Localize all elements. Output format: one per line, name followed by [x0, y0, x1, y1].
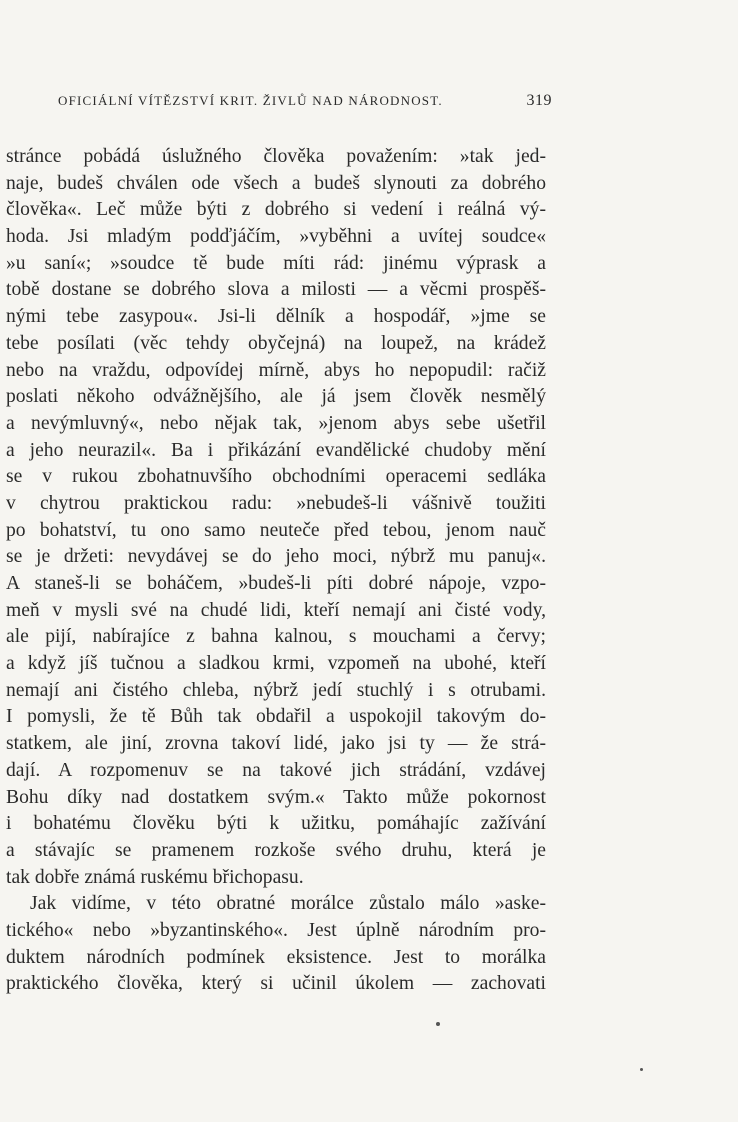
text-line: po bohatství, tu ono samo neutečе před tebou, jenom nauč: [6, 519, 546, 541]
text-line: ale pijí, nabírajíce z bahna kalnou, s mouchami a červy;: [6, 626, 546, 648]
text-line: poslati někoho odvážnějšího, ale já jsem člověk nesmělý: [6, 386, 546, 408]
text-line: se v rukou zbohatnuvšího obchodními operacemi sedláka: [6, 466, 546, 488]
text-line: dají. A rozpomenuv se na takové jich strádání, vzdávej: [6, 759, 546, 781]
text-line: nebo na vraždu, odpovídej mírně, abys ho nepopudil: račiž: [6, 359, 546, 381]
text-line: meň v mysli své na chudé lidi, kteří nemají ani čisté vody,: [6, 599, 546, 621]
text-line: a nevýmluvný«, nebo nějak tak, »jenom abys sebe ušetřil: [6, 412, 546, 434]
text-line: a jeho neurazil«. Ba i přikázání evandělické chudoby mění: [6, 439, 546, 461]
text-line: nými tebe zasypou«. Jsi-li dělník a hospodář, »jme se: [6, 306, 546, 328]
text-line: a když jíš tučnou a sladkou krmi, vzpomeň na ubohé, kteří: [6, 653, 546, 675]
page-number: 319: [526, 92, 552, 109]
text-line: tak dobře známá ruskému břichopasu.: [6, 866, 304, 888]
text-line: tebe posílati (věc tehdy obyčejná) na loupež, na krádež: [6, 332, 546, 354]
text-line: a stávajíc se pramenem rozkoše svého druhu, která je: [6, 839, 546, 861]
text-line: naje, budeš chválen ode všech a budeš slynouti za dobrého: [6, 172, 546, 194]
text-line: tobě dostane se dobrého slova a milosti — a věcmi prospěš-: [6, 279, 546, 301]
text-line: Jak vidíme, v této obratné morálce zůstalo málo »aske-: [30, 893, 546, 915]
text-line: »u saní«; »soudce tě bude míti rád: jinému výprask a: [6, 252, 546, 274]
body-text: [6, 144, 546, 998]
running-header: [58, 92, 552, 110]
running-title: OFICIÁLNÍ VÍTĚZSTVÍ KRIT. ŽIVLŮ NAD NÁRODNOST.: [58, 93, 443, 108]
text-line: stránce pobádá úslužného člověka považením: »tak jed-: [6, 146, 546, 167]
text-line: Bohu díky nad dostatkem svým.« Takto může pokornost: [6, 786, 546, 808]
text-line: A staneš-li se boháčem, »budeš-li píti dobré nápoje, vzpo-: [6, 573, 546, 594]
text-line: duktem národních podmínek eksistence. Jest to morálka: [6, 946, 546, 968]
text-line: statkem, ale jiní, zrovna takoví lidé, jako jsi ty — že strá-: [6, 733, 546, 755]
text-line: v chytrou praktickou radu: »nebudeš-li vášnivě toužiti: [6, 492, 546, 514]
print-speck: [436, 1022, 440, 1026]
print-speck: [640, 1068, 643, 1071]
text-line: hoda. Jsi mladým podďjáčím, »vyběhni a uvítej soudce«: [6, 226, 546, 248]
text-line: tického« nebo »byzantinského«. Jest úplně národním pro-: [6, 919, 546, 941]
text-line: člověka«. Leč může býti z dobrého si vedení i reálná vý-: [6, 199, 546, 221]
text-line: I pomysli, že tě Bůh tak obdařil a uspokojil takovým do-: [6, 706, 546, 728]
text-line: nemají ani čistého chleba, nýbrž jedí stuchlý i s otrubami.: [6, 679, 546, 701]
text-line: se je držeti: nevydávej se do jeho moci, nýbrž mu panuj«.: [6, 546, 546, 568]
text-line: praktického člověka, který si učinil úkolem — zachovati: [6, 973, 546, 995]
text-line: i bohatému člověku býti k užitku, pomáhajíc zažívání: [6, 813, 546, 835]
